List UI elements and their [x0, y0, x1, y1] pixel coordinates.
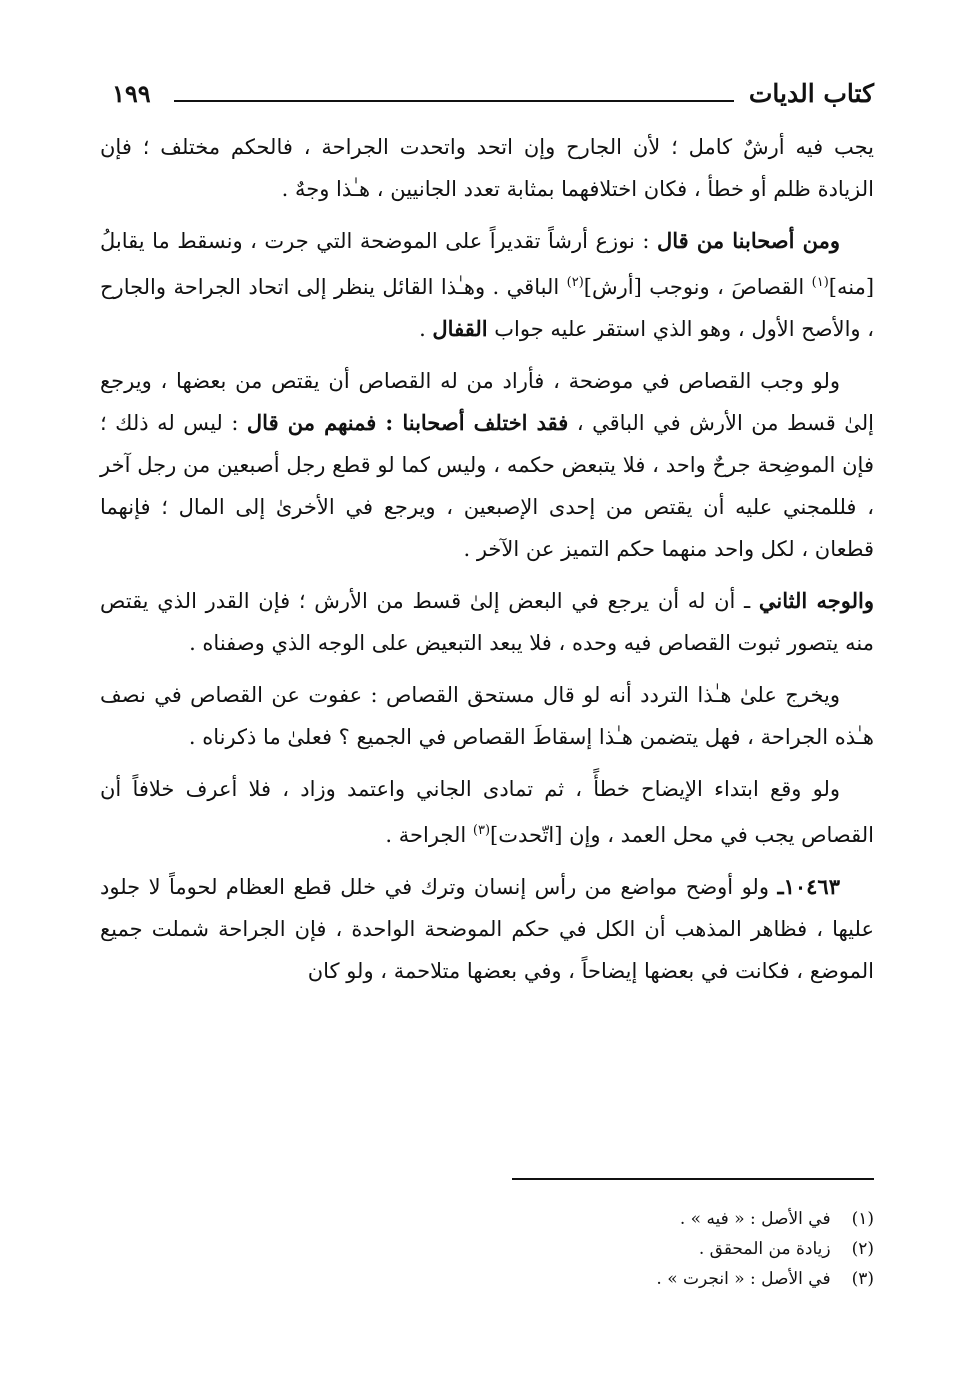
- paragraph: [100, 674, 874, 758]
- bold-phrase: ١٠٤٦٣ـ: [777, 874, 840, 899]
- text-run: .: [419, 317, 433, 341]
- footnote-number: (٢): [851, 1239, 874, 1259]
- footnote-number: (١): [851, 1209, 874, 1229]
- paragraph: [100, 220, 874, 350]
- text-run: يجب فيه أرشٌ كامل ؛ لأن الجارح وإن اتحد واتحدت الجراحة ، فالحكم مختلف ؛ فإن الزيادة ظلم أو خطأ ، فكان اختلافهما بمثابة تعدد الجانيين ، هـٰذا وجهٌ .: [100, 135, 874, 201]
- footnote: [374, 1204, 874, 1234]
- footnote-ref: (٢): [566, 275, 584, 290]
- text-run: : نوزع أرشاً تقديراً على الموضحة التي جرت ، ونسقط ما يقابلُ [منه]: [100, 229, 875, 299]
- bold-phrase: فقد اختلف أصحابنا : فمنهم من قال: [246, 410, 569, 435]
- paragraph: [100, 866, 874, 992]
- footnote-rule: [512, 1178, 874, 1180]
- chapter-title: كتاب الديات: [748, 79, 874, 108]
- header-rule: [174, 100, 734, 102]
- bold-phrase: القفال: [432, 316, 488, 341]
- footnote: [374, 1234, 874, 1264]
- footnote-ref: (٣): [472, 823, 491, 838]
- footnote-text: في الأصل : « انجرت » .: [656, 1269, 831, 1289]
- paragraph: [100, 126, 874, 210]
- footnote-text: في الأصل : « فيه » .: [679, 1209, 831, 1229]
- text-run: ولو وقع ابتداء الإيضاح خطأً ، ثم تمادى الجاني واعتمد وزاد ، فلا أعرف خلافاً أن القصاص يجب في محل العمد ، وإن [اتّحدت]: [100, 777, 874, 847]
- text-run: : ليس له ذلك ؛ فإن الموضِحة جرحٌ واحد ، فلا يتبعض حكمه ، وليس كما لو قطع رجل أصبعين من رجل آخر ، فللمجني عليه أن يقتص من إحدى الإصبعين ، ويرجع في الأخرىٰ إلى المال ؛ فإنهما قطعان ، لكل واحد منهما حكم التميز عن الآخر .: [100, 411, 874, 561]
- running-header: [112, 76, 874, 116]
- bold-phrase: والوجه الثاني: [758, 588, 875, 613]
- paragraph: [100, 360, 874, 570]
- paragraph: [100, 580, 874, 664]
- text-run: القصاصَ ، ونوجب [أرش]: [583, 275, 812, 299]
- footnote: [374, 1264, 874, 1294]
- footnote-number: (٣): [851, 1269, 874, 1289]
- text-run: الجراحة .: [385, 823, 473, 847]
- footnote-text: زيادة من المحقق .: [698, 1239, 831, 1259]
- text-run: ويخرج علىٰ هـٰذا التردد أنه لو قال مستحق القصاص : عفوت عن القصاص في نصف هـٰذه الجراحة ، فهل يتضمن هـٰذا إسقاطَ القصاص في الجميع ؟ فعلىٰ ما ذكرناه .: [100, 683, 874, 749]
- footnotes: [374, 1204, 874, 1294]
- bold-phrase: ومن أصحابنا من قال: [657, 228, 840, 253]
- text-run: الباقي . وهـٰذا القائل ينظر إلى اتحاد الجراحة والجارح ، والأصح الأول ، وهو الذي استقر عليه جواب: [100, 275, 874, 341]
- page-number: ١٩٩: [112, 79, 151, 108]
- text-run: ـ أن له أن يرجع في البعض إلىٰ قسط من الأرش ؛ فإن القدر الذي يقتص منه يتصور ثبوت القصاص فيه وحده ، فلا يبعد التبعيض على الوجه الذي وصفناه .: [100, 589, 874, 655]
- footnote-ref: (١): [811, 275, 829, 290]
- text-run: ولو وجب القصاص في موضحة ، فأراد من له القصاص أن يقتص من بعضها ، ويرجع إلىٰ قسط من الأرش في الباقي ،: [100, 369, 874, 435]
- paragraph: [100, 768, 874, 856]
- main-text: [100, 126, 874, 992]
- text-run: ولو أوضح مواضع من رأس إنسان وترك في خلل قطع العظام لحوماً لا جلود عليها ، فظاهر المذهب أن الكل في حكم الموضحة الواحدة ، فإن الجراحة شملت جميع الموضع ، فكانت في بعضها إيضاحاً ، وفي بعضها متلاحمة ، ولو كان: [100, 875, 874, 983]
